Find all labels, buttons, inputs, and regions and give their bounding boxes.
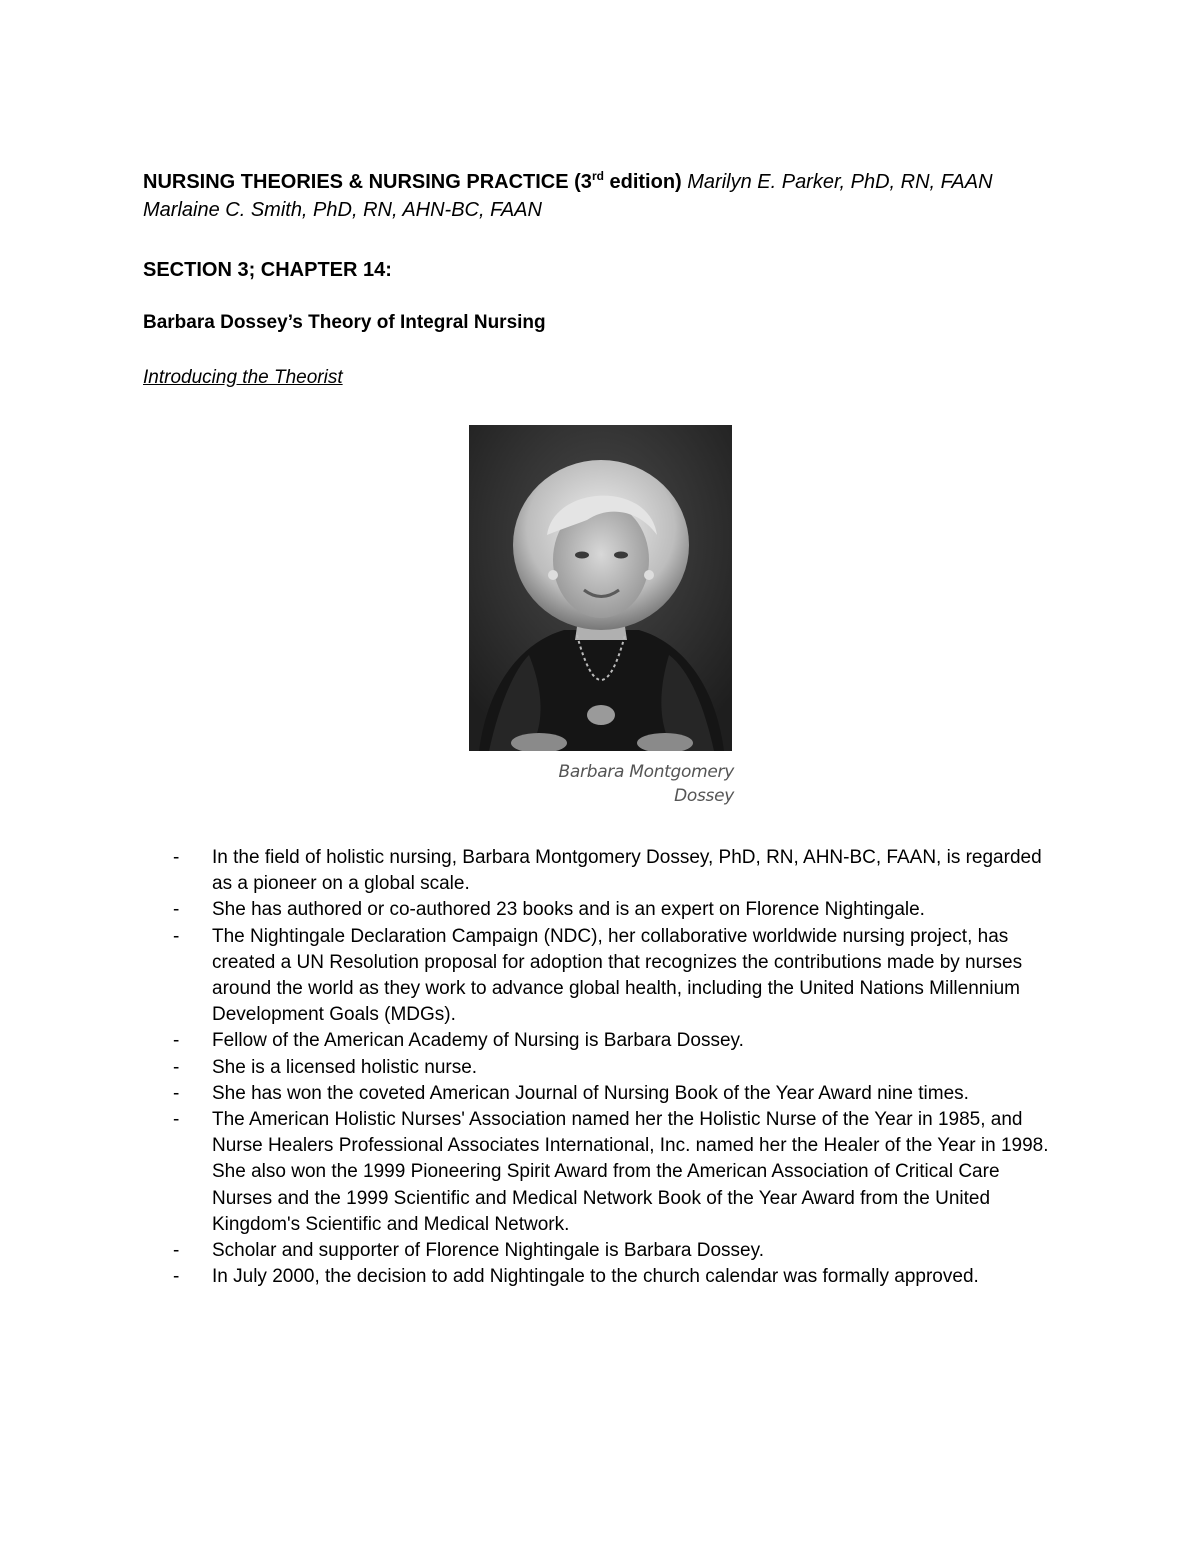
list-item [143,1055,1063,1081]
list-item-text: She has authored or co-authored 23 books and is an expert on Florence Nightingale. [212,899,925,921]
photo-caption [469,760,734,808]
list-item-text: She has won the coveted American Journal of Nursing Book of the Year Award nine times. [212,1082,969,1104]
list-item [143,924,1063,1029]
list-item [143,1107,1063,1238]
list-item [143,845,1063,897]
list-item [143,897,1063,923]
list-item [143,1264,1063,1290]
bullet-dash: - [173,1240,180,1262]
book-title-text: NURSING THEORIES & NURSING PRACTICE (3rd edition) [143,169,682,193]
book-authors: Marilyn E. Parker, PhD, RN, FAAN Marlaine C. Smith, PhD, RN, AHN-BC, FAAN [143,171,993,221]
list-item-text: The Nightingale Declaration Campaign (NDC), her collaborative worldwide nursing project, has created a UN Resolution proposal for adoption that recognizes the contributions made by nurses around the world as they work to advance global health, including the United Nations Millennium Development Goals (MDGs). [212,925,1023,1026]
list-item-text: Fellow of the American Academy of Nursing is Barbara Dossey. [212,1030,744,1052]
theorist-facts-list [143,845,1063,1290]
list-item-text: She is a licensed holistic nurse. [212,1056,478,1078]
bullet-dash: - [173,847,180,868]
bullet-dash: - [173,1266,180,1288]
list-item-text: In the field of holistic nursing, Barbara Montgomery Dossey, PhD, RN, AHN-BC, FAAN, is regarded as a pioneer on a global scale. [212,847,1042,895]
list-item-text: Scholar and supporter of Florence Nightingale is Barbara Dossey. [212,1240,764,1262]
list-item [143,1081,1063,1107]
chapter-title: Barbara Dossey’s Theory of Integral Nursing [143,312,546,333]
bullet-dash: - [173,1056,180,1078]
book-title [143,168,1063,224]
list-item-text: In July 2000, the decision to add Nightingale to the church calendar was formally approved. [212,1266,979,1288]
list-item [143,1028,1063,1054]
list-item-text: The American Holistic Nurses' Association named her the Holistic Nurse of the Year in 1985, and Nurse Healers Professional Associates International, Inc. named her the Healer of the Year in 1998. She also won the 1999 Pioneering Spirit Award from the American Association of Critical Care Nurses and the 1999 Scientific and Medical Network Book of the Year Award from the United Kingdom's Scientific and Medical Network. [212,1109,1049,1235]
bullet-dash: - [173,925,180,947]
theorist-portrait-photo [469,425,732,751]
bullet-dash: - [173,1030,180,1052]
photo-caption-line-1: Barbara Montgomery [558,762,734,782]
bullet-dash: - [173,899,180,921]
edition-superscript: rd [591,169,604,183]
bullet-dash: - [173,1109,180,1131]
photo-caption-line-2: Dossey [674,786,734,806]
bullet-dash: - [173,1082,180,1104]
subheading-introducing-theorist: Introducing the Theorist [143,367,343,388]
section-heading: SECTION 3; CHAPTER 14: [143,259,392,281]
list-item [143,1238,1063,1264]
